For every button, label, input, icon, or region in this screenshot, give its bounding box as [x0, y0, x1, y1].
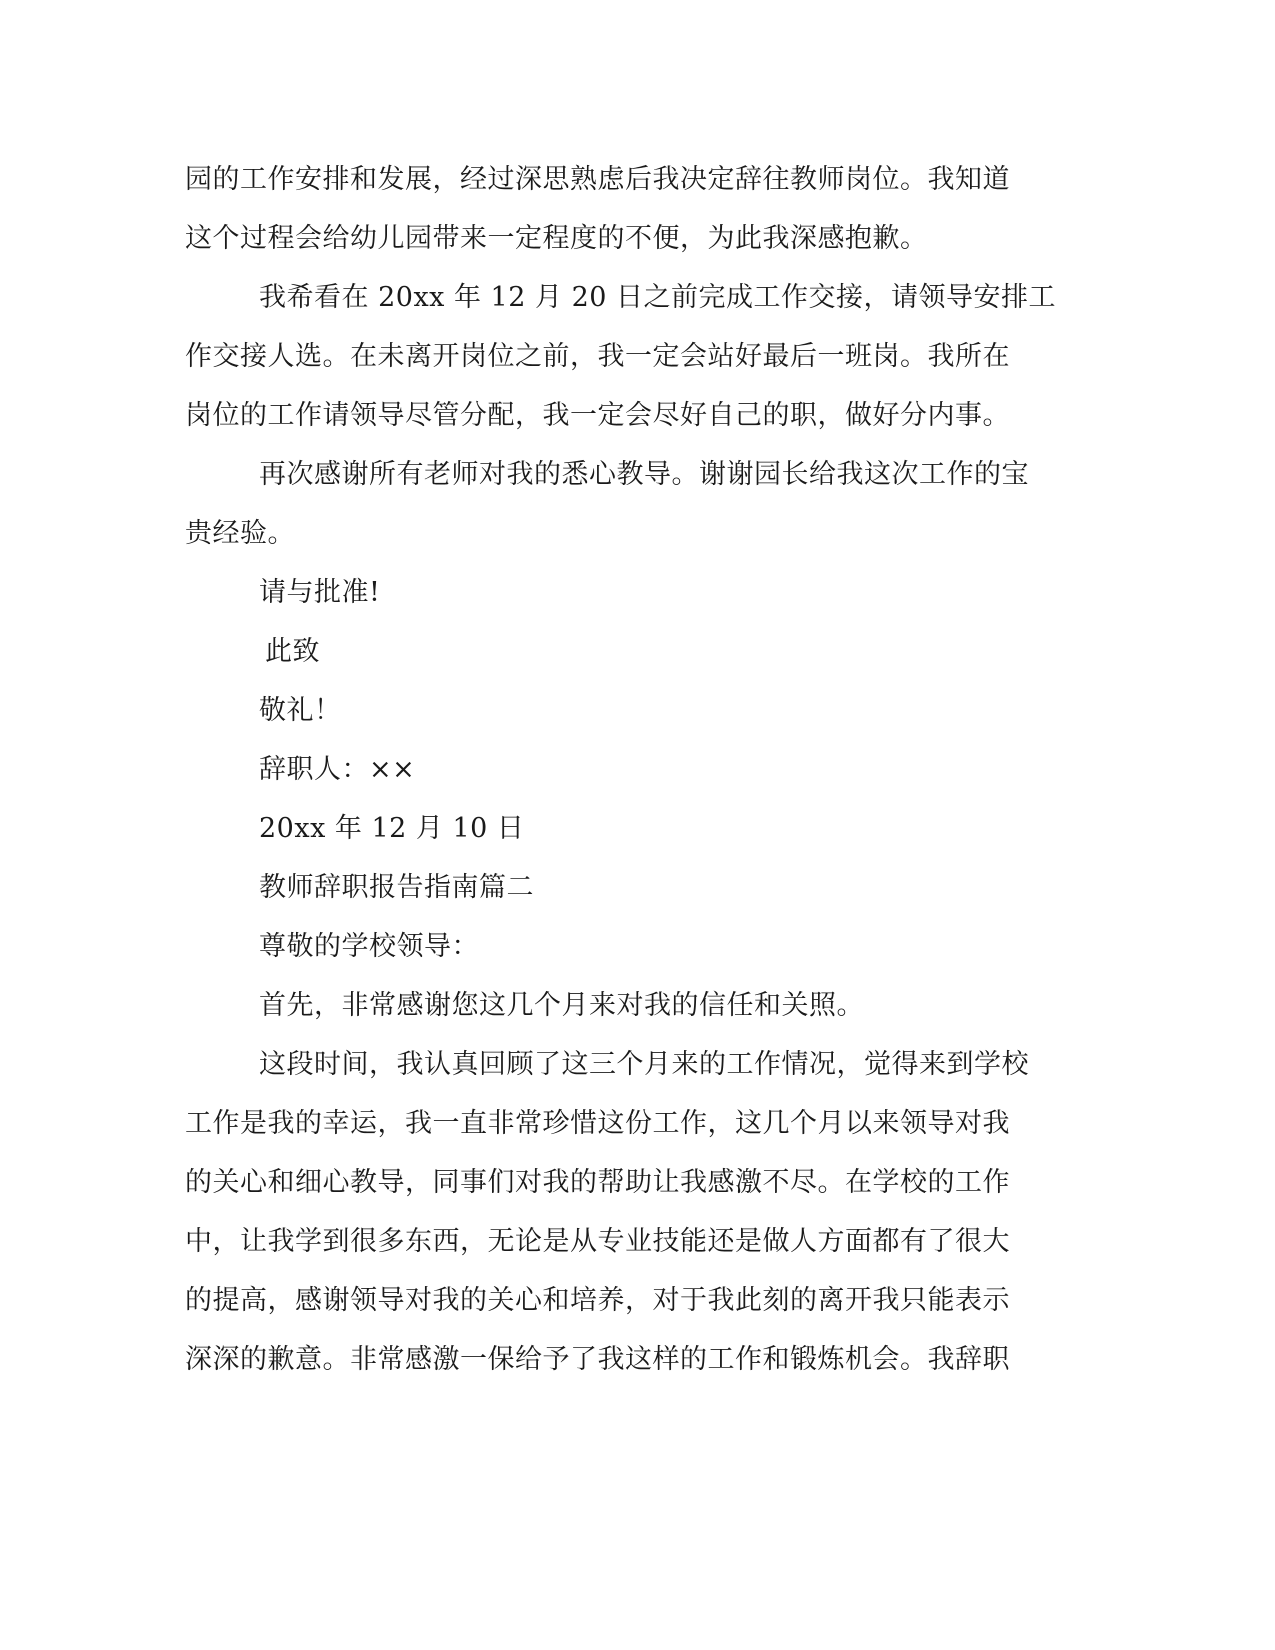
paragraph-line: 的关心和细心教导，同事们对我的帮助让我感激不尽。在学校的工作	[185, 1167, 1010, 1198]
approval-request: 请与批准!	[259, 577, 381, 608]
paragraph-line: 首先，非常感谢您这几个月来对我的信任和关照。	[259, 990, 864, 1021]
paragraph-line: 的提高，感谢领导对我的关心和培养，对于我此刻的离开我只能表示	[185, 1285, 1010, 1316]
paragraph-line: 岗位的工作请领导尽管分配，我一定会尽好自己的职，做好分内事。	[185, 400, 1010, 431]
paragraph-line: 贵经验。	[185, 518, 295, 549]
paragraph-line: 工作是我的幸运，我一直非常珍惜这份工作，这几个月以来领导对我	[185, 1108, 1010, 1139]
paragraph-line: 我希看在 20xx 年 12 月 20 日之前完成工作交接，请领导安排工	[259, 282, 1057, 313]
paragraph-line: 作交接人选。在未离开岗位之前，我一定会站好最后一班岗。我所在	[185, 341, 1010, 372]
signatory: 辞职人：××	[259, 754, 416, 785]
paragraph-line: 中，让我学到很多东西，无论是从专业技能还是做人方面都有了很大	[185, 1226, 1010, 1257]
paragraph-line: 再次感谢所有老师对我的悉心教导。谢谢园长给我这次工作的宝	[259, 459, 1029, 490]
signature-date: 20xx 年 12 月 10 日	[259, 813, 525, 844]
closing-regards: 敬礼！	[259, 695, 342, 726]
closing-salutation: 此致	[265, 636, 320, 667]
letter-greeting: 尊敬的学校领导：	[259, 931, 479, 962]
paragraph-line: 这个过程会给幼儿园带来一定程度的不便，为此我深感抱歉。	[185, 223, 928, 254]
paragraph-line: 这段时间，我认真回顾了这三个月来的工作情况，觉得来到学校	[259, 1049, 1029, 1080]
paragraph-line: 深深的歉意。非常感激一保给予了我这样的工作和锻炼机会。我辞职	[185, 1344, 1010, 1375]
paragraph-line: 园的工作安排和发展，经过深思熟虑后我决定辞往教师岗位。我知道	[185, 164, 1010, 195]
section-title: 教师辞职报告指南篇二	[259, 872, 534, 903]
